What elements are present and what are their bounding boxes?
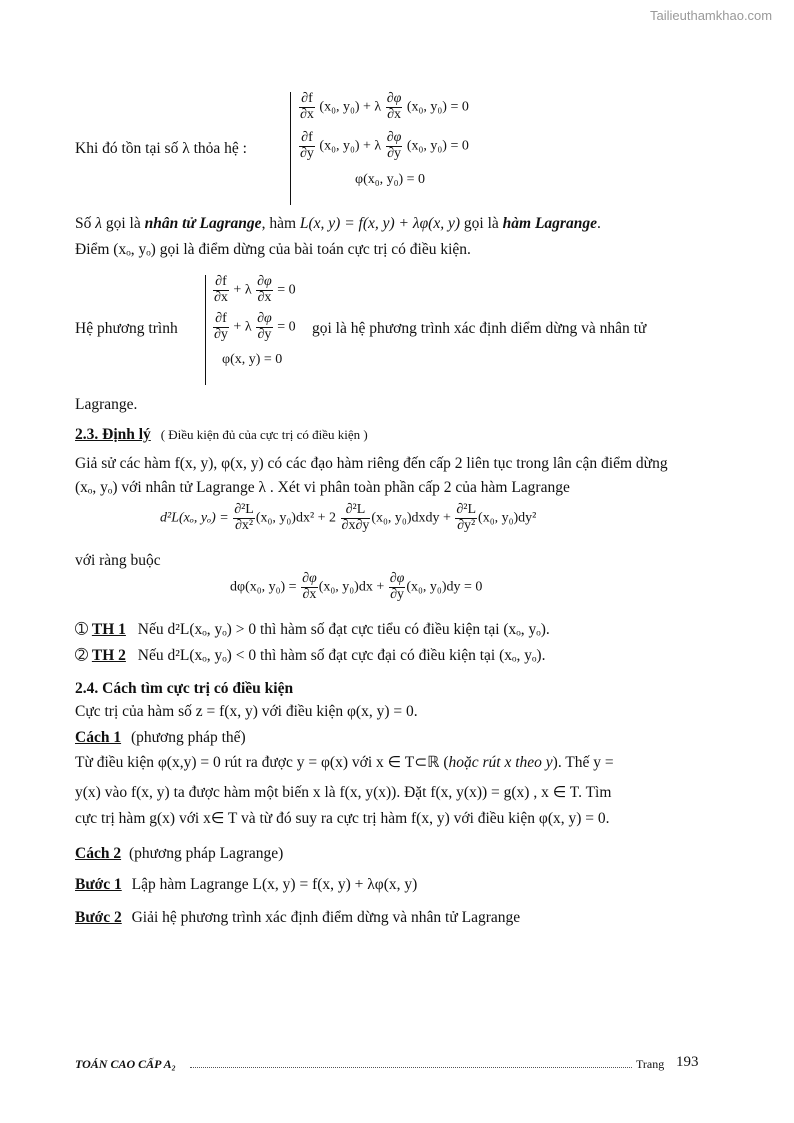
system2-trail: gọi là hệ phương trình xác định diểm dừng và nhân tử — [312, 320, 647, 337]
second-differential-formula: d²L(xₒ, yₒ) = $\frac{\text{∂²L}}{\text{∂x²}}$ (x₀, y₀)dx² + 2 $\frac{\text{∂²L}}{\partial x\partial y}$ (x₀, y₀)dxdy + $\frac{\text{∂²L}}{\text{∂y²}}$ (x₀, y₀)dy² — [160, 502, 537, 533]
footer-dotted-line — [190, 1067, 632, 1068]
step-2: Bước 2 Giải hệ phương trình xác định điểm dừng và nhân tử Lagrange — [75, 909, 521, 926]
watermark: Tailieuthamkhao.com — [650, 8, 773, 23]
system1-eq2: $\frac{\partial f}{\partial y}$ (x₀, y₀) + λ $\frac{\partial\varphi}{\partial y}$ (x₀, y₀) = 0 — [300, 130, 469, 161]
system2-last: Lagrange. — [75, 396, 138, 413]
system2-eq1: $\frac{\partial f}{\partial x}$ + λ $\frac{\partial\varphi}{\partial x}$ = 0 — [214, 274, 296, 305]
constraint-label: với ràng buộc — [75, 552, 161, 569]
stationary-point-definition: Điểm (xₒ, yₒ) gọi là điểm dừng của bài toán cực trị có điều kiện. — [75, 241, 471, 258]
left-brace — [290, 92, 291, 205]
constraint-differential-formula: dφ(x₀, y₀) = $\frac{\partial\varphi}{\partial x}$ (x₀, y₀)dx + $\frac{\partial\varphi}{\partial y}$ (x₀, y₀)dy = 0 — [230, 571, 483, 602]
case-2: ➁ TH 2 Nếu d²L(xₒ, yₒ) < 0 thì hàm số đạt cực đại có điều kiện tại (xₒ, yₒ). — [75, 647, 546, 664]
step-1: Bước 1 Lập hàm Lagrange L(x, y) = f(x, y) + λφ(x, y) — [75, 876, 418, 893]
theorem-line1: Giả sử các hàm f(x, y), φ(x, y) có các đạo hàm riêng đến cấp 2 liên tục trong lân cận điểm dừng — [75, 455, 668, 472]
theorem-heading: 2.3. Định lý ( Điều kiện đủ của cực trị có điều kiện ) — [75, 426, 368, 443]
footer-page-number: 193 — [676, 1054, 699, 1070]
left-brace — [205, 275, 206, 385]
method-1-line1: Từ điều kiện φ(x,y) = 0 rút ra được y = φ(x) với x ∈ T⊂ℝ (hoặc rút x theo y). Thế y = — [75, 754, 614, 771]
method-intro: Cực trị của hàm số z = f(x, y) với điều kiện φ(x, y) = 0. — [75, 703, 418, 720]
theorem-line2: (xₒ, yₒ) với nhân tử Lagrange λ . Xét vi phân toàn phần cấp 2 của hàm Lagrange — [75, 479, 570, 496]
method-heading: 2.4. Cách tìm cực trị có điều kiện — [75, 680, 294, 697]
method-2-title: Cách 2 (phương pháp Lagrange) — [75, 845, 284, 862]
method-1-line3: cực trị hàm g(x) với x∈ T và từ đó suy ra cực trị hàm f(x, y) với điều kiện φ(x, y) = 0. — [75, 810, 610, 827]
system2-eq3: φ(x, y) = 0 — [222, 352, 283, 367]
method-1-title: Cách 1 (phương pháp thế) — [75, 729, 246, 746]
case-1: ➀ TH 1 Nếu d²L(xₒ, yₒ) > 0 thì hàm số đạt cực tiểu có điều kiện tại (xₒ, yₒ). — [75, 621, 550, 638]
footer-title: TOÁN CAO CẤP A₂ — [75, 1057, 176, 1071]
intro-text: Khi đó tồn tại số λ thỏa hệ : — [75, 140, 247, 157]
lagrange-definition: Số λ gọi là nhân tử Lagrange, hàm L(x, y) = f(x, y) + λφ(x, y) gọi là hàm Lagrange. — [75, 215, 601, 232]
system1-eq3: φ(x₀, y₀) = 0 — [355, 172, 426, 187]
system1-eq1: $\frac{\partial f}{\partial x}$ (x₀, y₀) + λ $\frac{\partial\varphi}{\partial x}$ (x₀, y₀) = 0 — [300, 91, 469, 122]
system2-lead: Hệ phương trình — [75, 320, 178, 337]
system2-eq2: $\frac{\partial f}{\partial y}$ + λ $\frac{\partial\varphi}{\partial y}$ = 0 — [214, 311, 296, 342]
method-1-line2: y(x) vào f(x, y) ta được hàm một biến x là f(x, y(x)). Đặt f(x, y(x)) = g(x) , x ∈ T. Tìm — [75, 784, 612, 801]
footer-page-label: Trang — [636, 1057, 665, 1071]
